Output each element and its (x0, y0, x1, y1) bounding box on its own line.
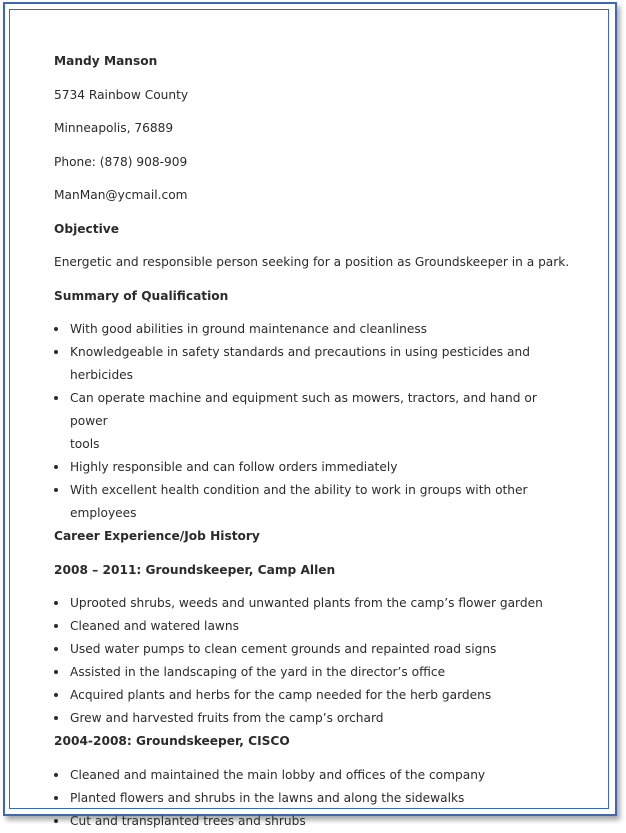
bullet-icon (54, 350, 58, 354)
list-item (54, 707, 574, 730)
objective-text: Energetic and responsible person seeking for a position as Groundskeeper in a park. (54, 255, 570, 269)
list-item (54, 592, 574, 615)
list-item-text: Cleaned and maintained the main lobby and offices of the company (70, 767, 486, 782)
bullet-icon (54, 624, 58, 628)
phone-line: Phone: (878) 908-909 (54, 154, 188, 169)
summary-list (54, 318, 574, 525)
applicant-name: Mandy Manson (54, 54, 158, 68)
list-item-text: Knowledgeable in safety standards and precautions in using pesticides and herbicides (70, 345, 530, 382)
bullet-icon (54, 773, 58, 777)
list-item-text: Cleaned and watered lawns (70, 619, 239, 633)
objective-heading: Objective (54, 221, 119, 236)
list-item (54, 318, 574, 341)
list-item-text: tools (70, 437, 100, 451)
list-item (54, 615, 574, 638)
list-item (54, 661, 574, 684)
list-item (54, 479, 574, 525)
list-item-text: With excellent health condition and the ability to work in groups with other employees (70, 483, 528, 520)
summary-heading: Summary of Qualification (54, 288, 229, 303)
bullet-icon (54, 396, 58, 400)
list-item-text: Acquired plants and herbs for the camp needed for the herb gardens (70, 688, 492, 702)
list-item-continuation (54, 433, 574, 456)
bullet-icon (54, 693, 58, 697)
list-item-text: With good abilities in ground maintenance and cleanliness (70, 322, 428, 336)
resume-body (54, 50, 574, 833)
bullet-icon (54, 819, 58, 823)
list-item (54, 684, 574, 707)
list-item-text: Highly responsible and can follow orders immediately (70, 460, 398, 474)
address-line: 5734 Rainbow County (54, 87, 189, 102)
bullet-icon (54, 647, 58, 651)
bullet-icon (54, 488, 58, 492)
bullet-icon (54, 327, 58, 331)
job-title-cisco: 2004-2008: Groundskeeper, CISCO (54, 734, 290, 748)
city-line: Minneapolis, 76889 (54, 121, 174, 135)
list-item-text: Used water pumps to clean cement grounds and repainted road signs (70, 642, 497, 656)
career-heading: Career Experience/Job History (54, 529, 260, 543)
bullet-icon (54, 716, 58, 720)
list-item (54, 638, 574, 661)
list-item-text: Can operate machine and equipment such as mowers, tractors, and hand or power (70, 391, 537, 428)
list-item-text: Assisted in the landscaping of the yard in the director’s office (70, 665, 446, 679)
job-duties-camp-allen (54, 592, 574, 730)
list-item (54, 387, 574, 433)
bullet-icon (54, 601, 58, 605)
bullet-icon (54, 670, 58, 674)
list-item-text: Grew and harvested fruits from the camp’s orchard (70, 711, 384, 725)
bullet-icon (54, 796, 58, 800)
list-item (54, 787, 574, 810)
list-item (54, 341, 574, 387)
list-item-text: Planted flowers and shrubs in the lawns and along the sidewalks (70, 790, 465, 805)
bullet-icon (54, 465, 58, 469)
list-item-text: Cut and transplanted trees and shrubs (70, 813, 306, 828)
list-item (54, 810, 574, 833)
job-title-camp-allen: 2008 – 2011: Groundskeeper, Camp Allen (54, 562, 336, 577)
email-line: ManMan@ycmail.com (54, 188, 188, 202)
list-item (54, 764, 574, 787)
list-item (54, 456, 574, 479)
list-item-text: Uprooted shrubs, weeds and unwanted plants from the camp’s flower garden (70, 596, 543, 610)
job-duties-cisco (54, 764, 574, 833)
